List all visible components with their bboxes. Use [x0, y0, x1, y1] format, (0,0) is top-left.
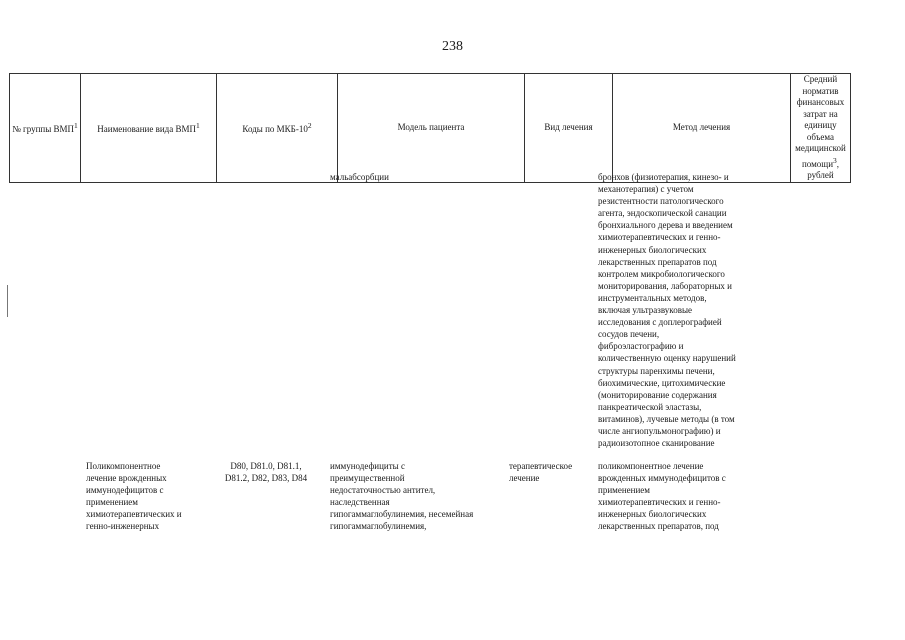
table-header-row	[10, 74, 851, 183]
method-line: механотерапия) с учетом	[598, 184, 694, 195]
method-line: химиотерапевтических и генно-	[598, 232, 721, 243]
method-line: инженерных биологических	[598, 509, 707, 520]
method-line: структуры паренхимы печени,	[598, 365, 715, 376]
page-number: 238	[442, 39, 463, 54]
scan-margin-line	[7, 285, 8, 317]
method-line: (мониторирование содержания	[598, 389, 717, 400]
header-col-vmp-name-text: Наименование вида ВМП	[97, 124, 196, 134]
method-line: поликомпонентное лечение	[598, 461, 704, 471]
method-line: бронхов (физиотерапия, кинезо- и	[598, 172, 729, 182]
method-line: количественную оценку нарушений	[598, 353, 736, 364]
method-line: лекарственных препаратов под	[598, 256, 717, 267]
method-line: витаминов), лучевые методы (в том	[598, 413, 735, 424]
header-col-average-cost-text: Средний норматив финансовых затрат на единицу объема медицинской помощи	[795, 74, 846, 169]
patient-model-line: преимущественной	[330, 473, 405, 484]
header-col-group-number	[10, 74, 81, 183]
patient-model-line: гипогаммаглобулинемия, несемейная	[330, 509, 474, 520]
method-cell	[598, 460, 726, 533]
method-continued	[598, 171, 736, 449]
method-line: бронхиального дерева и введением	[598, 220, 733, 231]
vmp-name-line: иммунодефицитов с	[86, 485, 164, 496]
patient-model-line: наследственная	[330, 497, 390, 508]
header-col-average-cost-unit: , рублей	[807, 158, 840, 180]
header-col-icd-codes	[217, 74, 338, 183]
footnote-mark: 3	[833, 155, 837, 165]
header-col-average-cost	[791, 74, 851, 183]
header-col-icd-codes-text: Коды по МКБ-10	[242, 124, 308, 134]
method-line: исследования с доплерографией	[598, 317, 722, 328]
method-line: числе ангиопульмонографию) и	[598, 425, 721, 436]
method-line: инструментальных методов,	[598, 292, 707, 303]
icd-codes-line: D80, D81.0, D81.1,	[230, 461, 302, 471]
header-col-patient-model: Модель пациента	[338, 74, 525, 183]
treatment-type-cell	[509, 460, 572, 484]
method-line: фиброэластографию и	[598, 341, 684, 352]
header-col-vmp-name	[81, 74, 217, 183]
method-line: сосудов печени,	[598, 329, 660, 340]
footnote-mark: 2	[307, 121, 312, 130]
treatment-type-line: терапевтическое	[509, 461, 573, 471]
vmp-name-line: Поликомпонентное	[86, 461, 161, 471]
method-line: резистентности патологического	[598, 196, 724, 207]
patient-model-line: иммунодефициты с	[330, 461, 405, 471]
method-line: химиотерапевтических и генно-	[598, 497, 721, 508]
footnote-mark: 1	[195, 121, 200, 130]
patient-model-line: гипогаммаглобулинемия,	[330, 521, 427, 532]
icd-codes-line: D81.2, D82, D83, D84	[224, 473, 308, 484]
method-line: панкреатической эластазы,	[598, 401, 702, 412]
header-col-group-number-text: № группы ВМП	[12, 124, 75, 134]
vmp-name-line: химиотерапевтических и	[86, 509, 182, 520]
patient-model-line: недостаточностью антител,	[330, 485, 436, 496]
method-line: врожденных иммунодефицитов с	[598, 473, 726, 484]
vmp-name-cell	[86, 460, 182, 533]
method-line: агента, эндоскопической санации	[598, 208, 727, 219]
header-col-treatment-type: Вид лечения	[525, 74, 613, 183]
method-line: биохимические, цитохимические	[598, 377, 726, 388]
method-line: инженерных биологических	[598, 244, 707, 255]
method-line: радиоизотопное сканирование	[598, 438, 715, 449]
treatment-type-line: лечение	[509, 473, 540, 484]
icd-codes-cell	[208, 460, 324, 484]
footnote-mark: 1	[74, 121, 78, 130]
vmp-name-line: лечение врожденных	[86, 473, 167, 484]
method-line: контролем микробиологического	[598, 268, 725, 279]
method-line: применением	[598, 485, 650, 496]
patient-model-cell	[330, 460, 473, 533]
method-line: включая ультразвуковые	[598, 305, 693, 316]
table-header	[9, 73, 851, 183]
method-line: мониторирования, лабораторных и	[598, 280, 732, 291]
header-col-treatment-method: Метод лечения	[613, 74, 791, 183]
patient-model-continued: мальабсорбции	[330, 172, 389, 182]
method-line: лекарственных препаратов, под	[598, 521, 719, 532]
vmp-name-line: применением	[86, 497, 138, 508]
vmp-name-line: генно-инженерных	[86, 521, 160, 532]
